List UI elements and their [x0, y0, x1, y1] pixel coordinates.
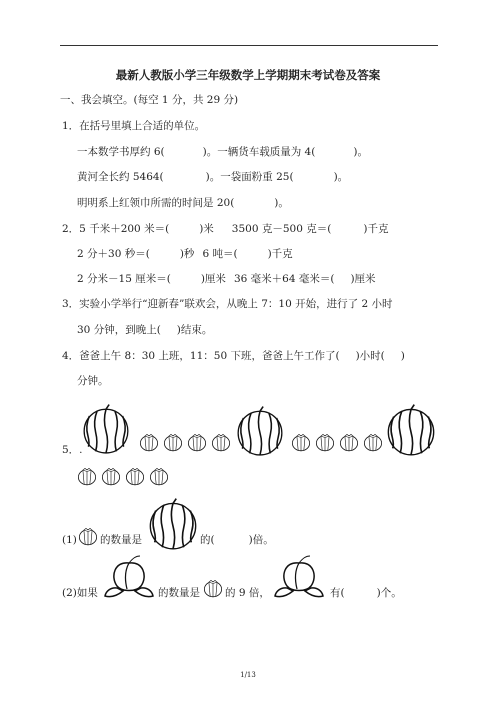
text: )。: [353, 146, 368, 158]
question-5-1-answer: [200, 533, 274, 547]
tomato-icon: [338, 432, 360, 452]
question-5-1-text: 的数量是: [100, 534, 142, 546]
question-3-line-2: [77, 323, 212, 337]
question-2-line-2: [77, 247, 293, 261]
section-heading: 一、我会填空。(每空 1 分，共 29 分): [60, 94, 239, 106]
text: 2 分米－15 厘米＝(: [77, 273, 171, 285]
question-5-number: 5．.: [62, 444, 83, 456]
question-1-heading: 1．在括号里填上合适的单位。: [62, 120, 206, 132]
question-1-line-3: [77, 196, 289, 210]
header-rule: [60, 45, 438, 46]
peach-icon: [270, 552, 328, 602]
tomato-icon: [100, 466, 122, 486]
tomato-icon: [124, 466, 146, 486]
question-3-line-1: 3．实验小学举行“迎新春”联欢会，从晚上 7：10 开始，进行了 2 小时: [62, 298, 393, 310]
text: 黄河全长约 5464(: [77, 171, 164, 183]
text: )结束。: [176, 324, 213, 336]
tomato-icon: [290, 432, 312, 452]
tomato-icon: [210, 432, 232, 452]
question-5-2-answer: [330, 586, 402, 600]
text: )千克: [267, 248, 293, 260]
text: )米: [199, 223, 214, 235]
text: )。: [333, 171, 349, 183]
tomato-icon: [148, 466, 170, 486]
text: )倍。: [248, 534, 274, 546]
tomato-icon: [362, 432, 384, 452]
page-number: 1/13: [240, 671, 256, 679]
text: 一本数学书厚约 6(: [77, 146, 165, 158]
text: )个。: [376, 587, 402, 599]
tomato-icon: [138, 432, 160, 452]
question-4-line-1: [62, 349, 405, 363]
tomato-icon: [186, 432, 208, 452]
tomato-icon: [77, 526, 99, 546]
text: )。一辆货车载质量为 4(: [202, 146, 316, 158]
question-5-2-label: (2)如果: [62, 587, 98, 599]
text: )秒: [179, 248, 195, 260]
text: 有(: [330, 587, 345, 599]
text: 的(: [200, 534, 215, 546]
text: 明明系上红领巾所需的时间是 20(: [77, 197, 235, 209]
question-2-line-1: [62, 222, 388, 236]
question-5-1-label: (1): [62, 534, 77, 546]
watermelon-icon: [146, 496, 200, 552]
text: 2 分＋30 秒＝(: [77, 248, 150, 260]
text: 3500 克－500 克＝(: [231, 223, 332, 235]
tomato-icon: [314, 432, 336, 452]
text: 4．爸爸上午 8：30 上班，11：50 下班，爸爸上午工作了(: [62, 350, 340, 362]
question-2-line-3: [77, 272, 376, 286]
peach-icon: [100, 552, 158, 602]
text: 36 毫米＋64 毫米＝(: [233, 273, 335, 285]
watermelon-icon: [234, 404, 286, 458]
text: 6 吨＝(: [202, 248, 238, 260]
question-1-line-1: [77, 145, 368, 159]
text: 2．5 千米＋200 米＝(: [62, 223, 170, 235]
text: )厘米: [350, 273, 376, 285]
question-5-2-text: 的数量是: [158, 587, 200, 599]
tomato-icon: [76, 466, 98, 486]
text: )千克: [363, 223, 389, 235]
tomato-icon: [202, 578, 224, 598]
question-1-line-2: [77, 170, 348, 184]
text: )厘米: [200, 273, 226, 285]
text: ): [400, 350, 405, 362]
text: )。: [274, 197, 289, 209]
tomato-icon: [162, 432, 184, 452]
text: )小时(: [355, 350, 385, 362]
question-4-line-2: 分钟。: [77, 375, 109, 387]
watermelon-icon: [80, 402, 132, 456]
question-5-2-ratio: 的 9 倍，: [225, 587, 270, 599]
text: )。一袋面粉重 25(: [205, 171, 294, 183]
page-title: 最新人教版小学三年级数学上学期期末考试卷及答案: [115, 68, 381, 82]
text: 30 分钟，到晚上(: [77, 324, 161, 336]
watermelon-icon: [384, 402, 438, 458]
